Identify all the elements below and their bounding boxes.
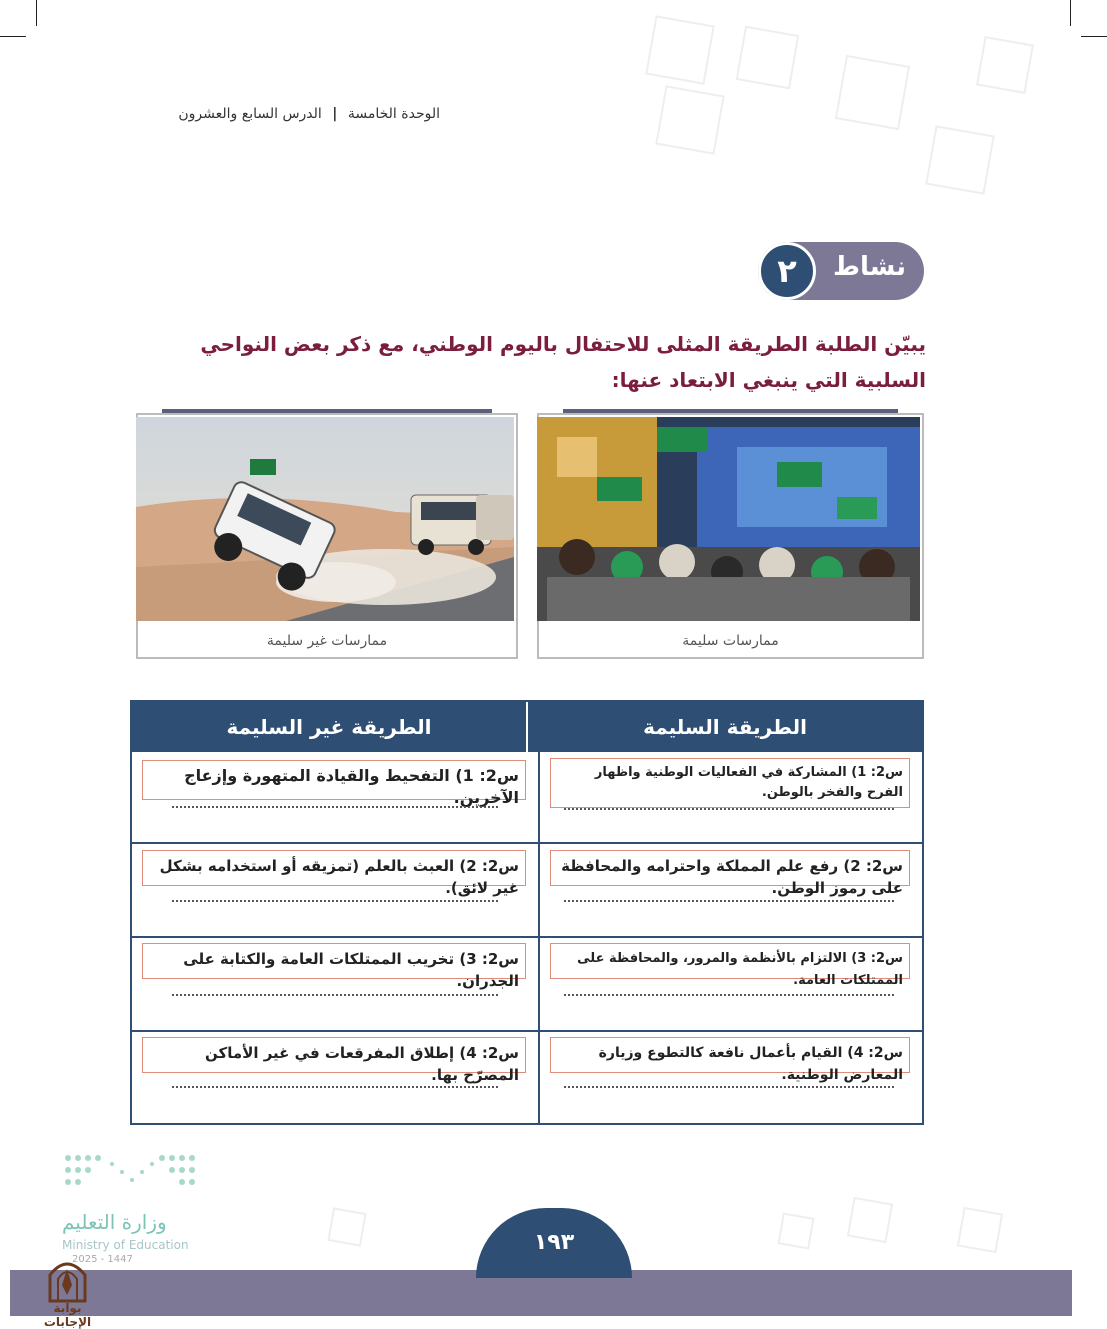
drifting-car-photo [140, 417, 514, 621]
photo-caption-unsafe: ممارسات غير سليمة [266, 633, 388, 649]
decorative-square [847, 1197, 893, 1243]
answers-portal-label: بوابة الإجابات [43, 1301, 92, 1329]
row-divider [132, 842, 922, 844]
lesson-title: الدرس السابع والعشرون [178, 106, 322, 122]
ministry-year: 2025 - 1447 [72, 1254, 133, 1265]
crop-mark [1081, 36, 1107, 37]
decorative-square [327, 1207, 366, 1246]
dome-icon [30, 1255, 105, 1303]
answer-line [564, 1086, 894, 1088]
answer-line [172, 1086, 498, 1088]
row-divider [132, 1030, 922, 1032]
column-header-safe: الطريقة السليمة [643, 715, 807, 739]
ministry-name-english: Ministry of Education [62, 1238, 189, 1252]
answer-safe-4[interactable]: س2: 4) القيام بأعمال نافعة كالتطوع وزيارة المعارض الوطنية. [550, 1037, 910, 1073]
answer-line [564, 900, 894, 902]
decorative-square [777, 1212, 814, 1249]
decorative-square [736, 26, 800, 90]
ministry-of-education-logo [62, 1150, 202, 1265]
answer-line [172, 900, 498, 902]
ministry-name-arabic: وزارة التعليم [62, 1210, 167, 1234]
answer-line [172, 994, 498, 996]
activity-instructions: يبيّن الطلبة الطريقة المثلى للاحتفال باليوم الوطني، مع ذكر بعض النواحي السلبية التي ينبغي الابتعاد عنها: [200, 332, 926, 392]
answer-unsafe-1[interactable]: س2: 1) التفحيط والقيادة المتهورة وإزعاج الآخرين. [142, 760, 526, 800]
decorative-square [645, 15, 715, 85]
activity-badge [758, 242, 924, 300]
answer-unsafe-4[interactable]: س2: 4) إطلاق المفرقعات في غير الأماكن المصرّح بها. [142, 1037, 526, 1073]
ministry-dots-icon [62, 1150, 202, 1200]
answer-safe-2[interactable]: س2: 2) رفع علم المملكة واحترامه والمحافظة على رموز الوطن. [550, 850, 910, 886]
decorative-square [957, 1207, 1003, 1253]
answer-unsafe-2[interactable]: س2: 2) العبث بالعلم (تمزيقه أو استخدامه بشكل غير لائق). [142, 850, 526, 886]
crop-mark [0, 36, 26, 37]
answer-line [564, 994, 894, 996]
answer-unsafe-3[interactable]: س2: 3) تخريب الممتلكات العامة والكتابة على الجدران. [142, 943, 526, 979]
practices-table [130, 700, 924, 1125]
decorative-square [976, 36, 1034, 94]
unit-lesson-header [135, 106, 440, 122]
decorative-square [655, 85, 725, 155]
header-separator: | [332, 106, 338, 122]
decorative-square [925, 125, 995, 195]
table-header [132, 702, 922, 752]
answer-safe-3[interactable]: س2: 3) الالتزام بالأنظمة والمرور، والمحافظة على الممتلكات العامة. [550, 943, 910, 979]
celebration-crowd-photo [541, 417, 920, 621]
photo-card-unsafe [136, 413, 518, 659]
photo-top-bar [162, 409, 492, 413]
photo-card-safe [537, 413, 924, 659]
photo-caption-safe: ممارسات سليمة [682, 633, 779, 649]
page-number: ١٩٣ [533, 1230, 575, 1255]
answer-line [564, 808, 894, 810]
activity-label: نشاط [833, 252, 906, 282]
crop-mark [36, 0, 37, 26]
column-header-unsafe: الطريقة غير السليمة [132, 702, 528, 752]
activity-number: ٢ [758, 242, 816, 300]
answer-line [172, 806, 498, 808]
decorative-square [835, 55, 910, 130]
unit-title: الوحدة الخامسة [347, 106, 440, 122]
crop-mark [1070, 0, 1071, 26]
row-divider [132, 936, 922, 938]
answer-safe-1[interactable]: س2: 1) المشاركة في الفعاليات الوطنية واظهار الفرح والفخر بالوطن. [550, 758, 910, 808]
answers-portal-logo [30, 1255, 105, 1329]
photo-top-bar [563, 409, 898, 413]
